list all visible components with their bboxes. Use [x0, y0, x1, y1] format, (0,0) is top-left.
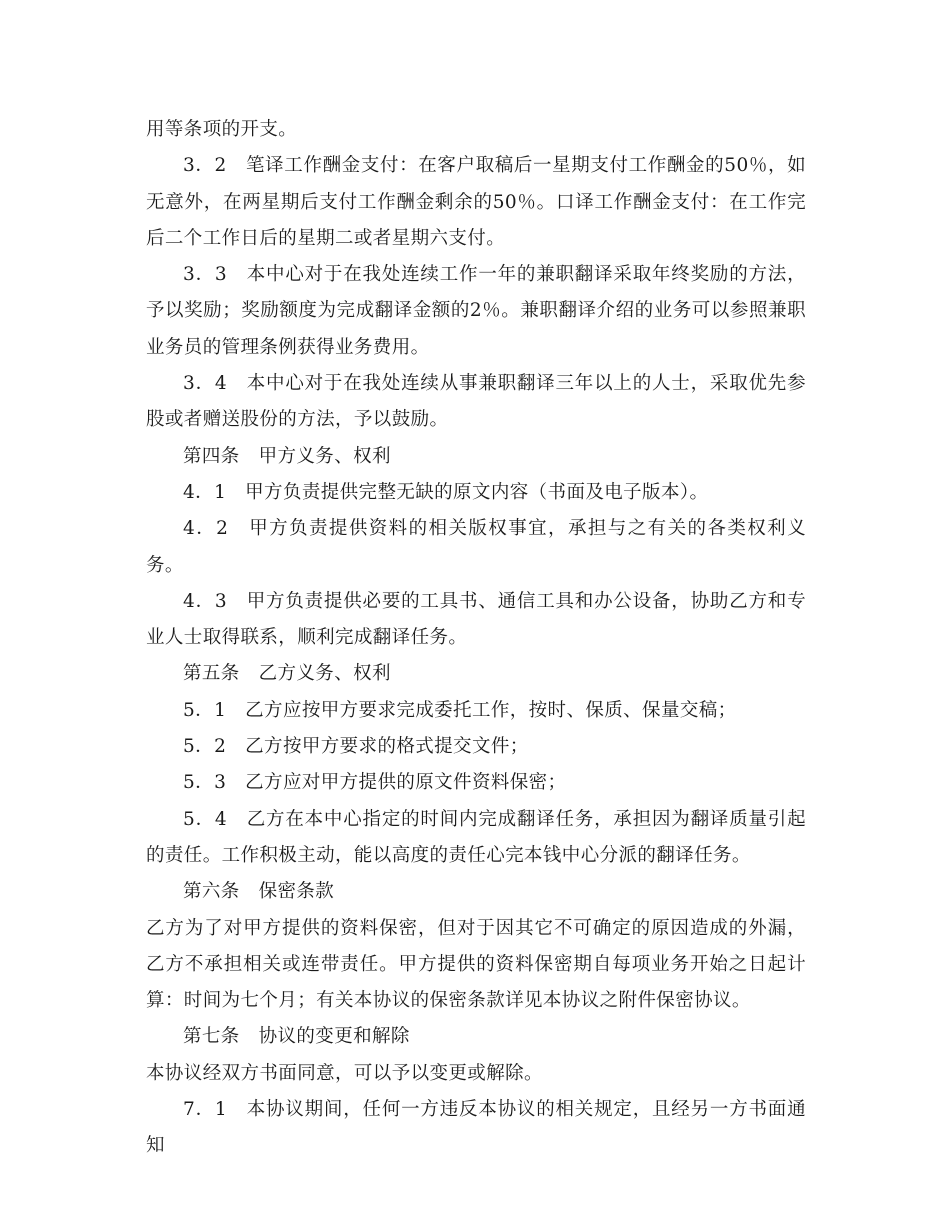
clause-4-2: 4．2 甲方负责提供资料的相关版权事宜，承担与之有关的各类权利义务。: [146, 518, 806, 576]
clause-3-4: 3．4 本中心对于在我处连续从事兼职翻译三年以上的人士，采取优先参股或者赠送股份的方法，予以鼓励。: [146, 373, 806, 431]
article-7-heading: 第七条 协议的变更和解除: [183, 1026, 410, 1048]
article-7-body: 本协议经双方书面同意，可以予以变更或解除。: [146, 1062, 543, 1084]
paragraph-1: 用等条项的开支。: [146, 119, 298, 140]
article-4-heading: 第四条 甲方义务、权利: [183, 445, 391, 467]
article-5-heading: 第五条 乙方义务、权利: [183, 663, 391, 685]
clause-4-3: 4．3 甲方负责提供必要的工具书、通信工具和办公设备，协助乙方和专业人士取得联系，顺利完成翻译任务。: [146, 590, 806, 649]
clause-5-2: 5．2 乙方按甲方要求的格式提交文件；: [183, 736, 529, 758]
article-6-body: 乙方为了对甲方提供的资料保密，但对于因其它不可确定的原因造成的外漏，乙方不承担相关或连带责任。甲方提供的资料保密期自每项业务开始之日起计算：时间为七个月；有关本协议的保密条款详见本协议之附件保密协议。: [146, 917, 806, 1012]
clause-3-2: 3．2 笔译工作酬金支付：在客户取稿后一星期支付工作酬金的50％，如无意外，在两星期后支付工作酬金剩余的50％。口译工作酬金支付：在工作完后二个工作日后的星期二或者星期六支付。: [146, 155, 806, 249]
clause-3-3: 3．3 本中心对于在我处连续工作一年的兼职翻译采取年终奖励的方法，予以奖励；奖励额度为完成翻译金额的2％。兼职翻译介绍的业务可以参照兼职业务员的管理条例获得业务费用。: [146, 264, 806, 358]
document-body: [146, 112, 806, 1165]
clause-5-4: 5．4 乙方在本中心指定的时间内完成翻译任务，承担因为翻译质量引起的责任。工作积极主动，能以高度的责任心完本钱中心分派的翻译任务。: [146, 808, 806, 866]
clause-4-1: 4．1 甲方负责提供完整无缺的原文内容（书面及电子版本）。: [183, 481, 709, 503]
clause-5-1: 5．1 乙方应按甲方要求完成委托工作，按时、保质、保量交稿；: [183, 699, 737, 721]
clause-7-1: 7．1 本协议期间，任何一方违反本协议的相关规定，且经另一方书面通知: [146, 1099, 806, 1157]
clause-5-3: 5．3 乙方应对甲方提供的原文件资料保密；: [183, 772, 567, 794]
article-6-heading: 第六条 保密条款: [183, 881, 335, 903]
